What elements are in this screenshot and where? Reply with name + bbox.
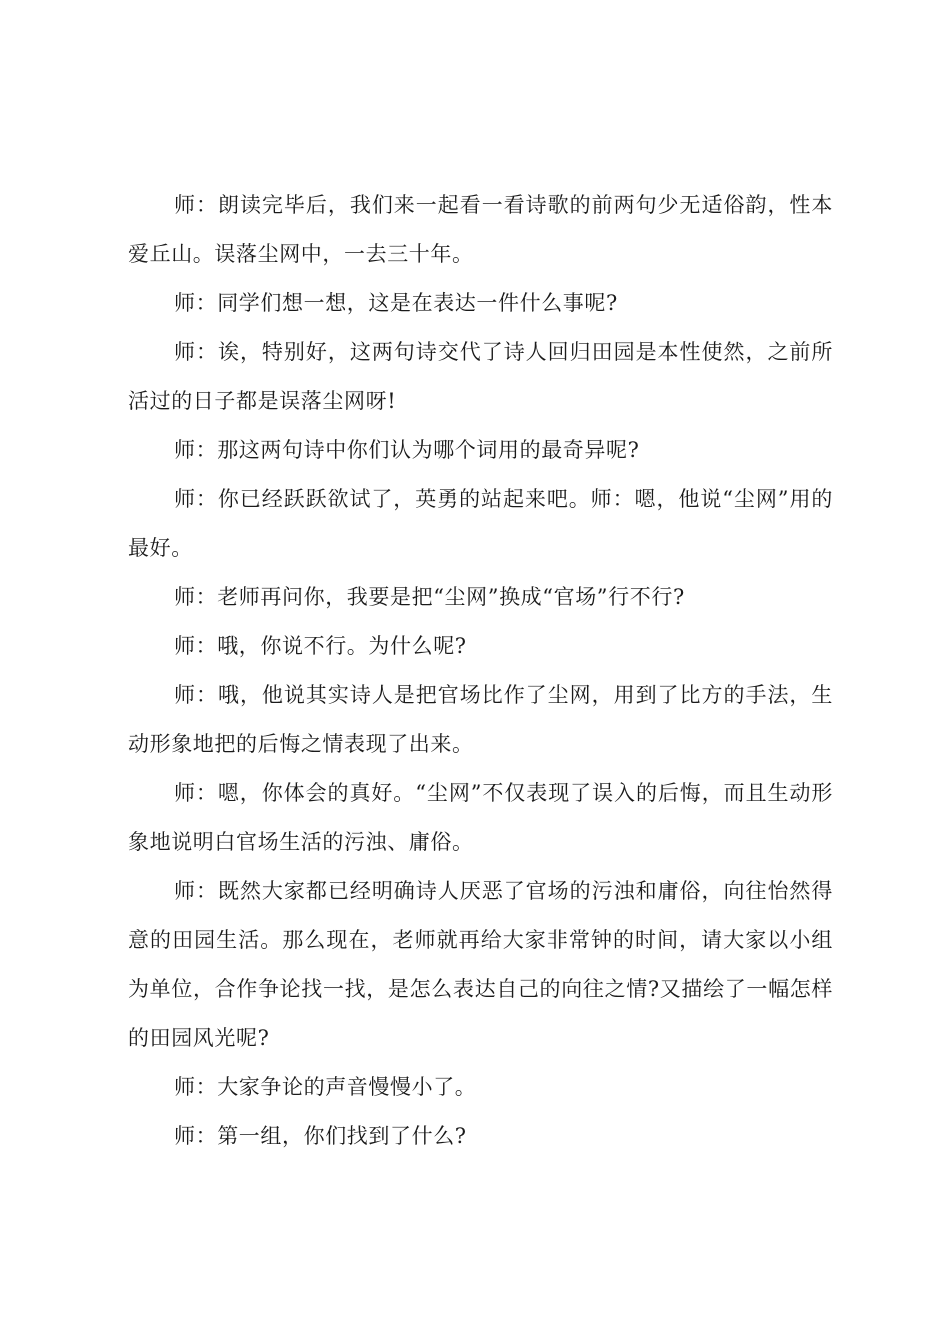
paragraph: 师：既然大家都已经明确诗人厌恶了官场的污浊和庸俗，向往怡然得意的田园生活。那么现在，老师就再给大家非常钟的时间，请大家以小组为单位，合作争论找一找，是怎么表达自己的向往之情?又描绘了一幅怎样的田园风光呢? — [128, 879, 833, 1050]
paragraph: 师：诶，特别好，这两句诗交代了诗人回归田园是本性使然，之前所活过的日子都是误落尘网呀! — [128, 340, 833, 413]
paragraph: 师：你已经跃跃欲试了，英勇的站起来吧。师：嗯，他说“尘网”用的最好。 — [128, 487, 833, 560]
paragraph: 师：老师再问你，我要是把“尘网”换成“官场”行不行? — [174, 585, 685, 609]
paragraph: 师：第一组，你们找到了什么? — [174, 1124, 467, 1148]
paragraph: 师：同学们想一想，这是在表达一件什么事呢? — [174, 291, 618, 315]
paragraph: 师：大家争论的声音慢慢小了。 — [174, 1075, 477, 1099]
paragraph: 师：那这两句诗中你们认为哪个词用的最奇异呢? — [174, 438, 640, 462]
document-body — [128, 181, 833, 1161]
paragraph: 师：哦，他说其实诗人是把官场比作了尘网，用到了比方的手法，生动形象地把的后悔之情表现了出来。 — [128, 683, 833, 756]
paragraph: 师：哦，你说不行。为什么呢? — [174, 634, 467, 658]
paragraph: 师：嗯，你体会的真好。“尘网”不仅表现了误入的后悔，而且生动形象地说明白官场生活的污浊、庸俗。 — [128, 781, 833, 854]
paragraph: 师：朗读完毕后，我们来一起看一看诗歌的前两句少无适俗韵，性本爱丘山。误落尘网中，一去三十年。 — [128, 193, 833, 266]
